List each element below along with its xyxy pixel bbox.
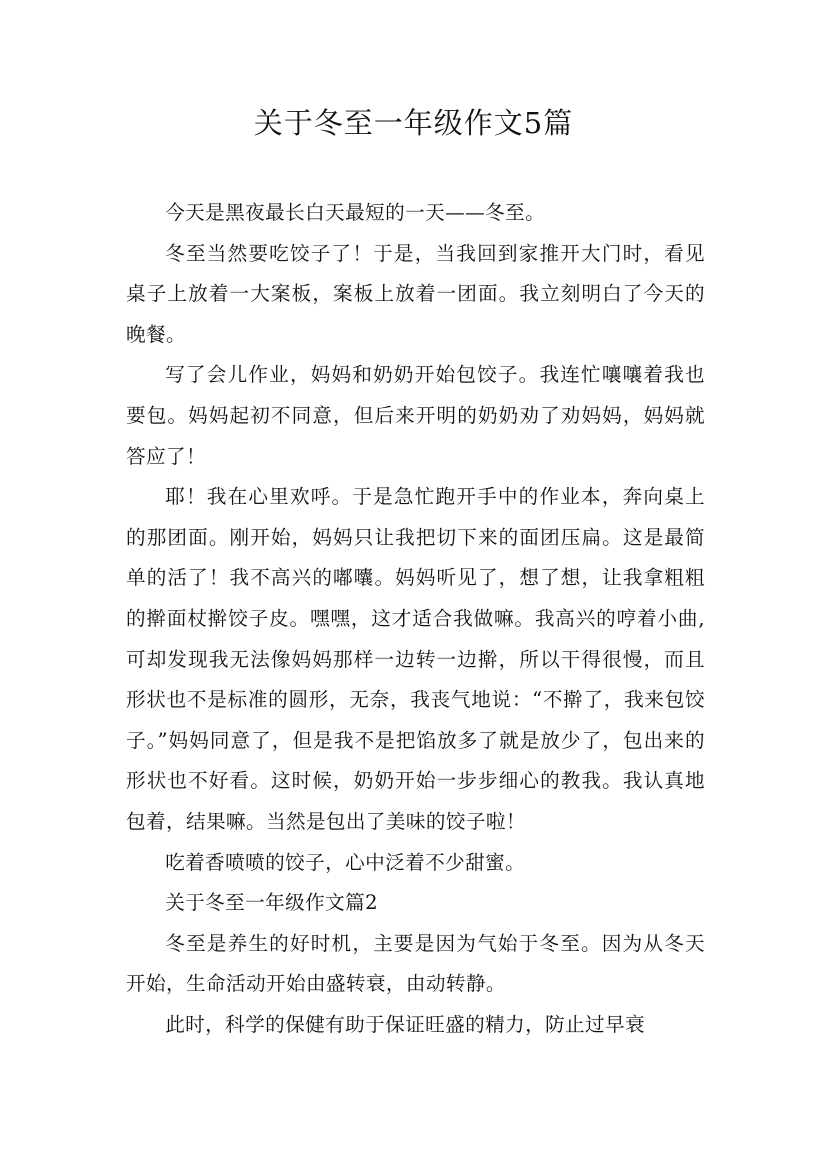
document-body <box>126 193 705 1045</box>
paragraph: 冬至是养生的好时机，主要是因为气始于冬至。因为从冬天开始，生命活动开始由盛转衰，由动转静。 <box>126 931 705 996</box>
paragraph: 吃着香喷喷的饺子，心中泛着不少甜蜜。 <box>165 850 526 874</box>
paragraph: 此时，科学的保健有助于保证旺盛的精力，防止过早衰 <box>165 1012 646 1036</box>
paragraph: 写了会儿作业，妈妈和奶奶开始包饺子。我连忙嚷嚷着我也要包。妈妈起初不同意，但后来开明的奶奶劝了劝妈妈，妈妈就答应了！ <box>126 363 705 468</box>
paragraph: 今天是黑夜最长白天最短的一天——冬至。 <box>165 201 546 224</box>
section-heading: 关于冬至一年级作文篇2 <box>165 891 378 915</box>
document-title: 关于冬至一年级作文5篇 <box>253 106 574 140</box>
paragraph: 耶！我在心里欢呼。于是急忙跑开手中的作业本，奔向桌上的那团面。刚开始，妈妈只让我把切下来的面团压扁。这是最简单的活了！我不高兴的嘟囔。妈妈听见了，想了想，让我拿粗粗的擀面杖擀饺子皮。嘿嘿，这才适合我做嘛。我高兴的哼着小曲,可却发现我无法像妈妈那样一边转一边擀，所以干得很慢，而且形状也不是标准的圆形，无奈，我丧气地说：“不擀了，我来包饺子。”妈妈同意了，但是我不是把馅放多了就是放少了，包出来的形状也不好看。这时候，奶奶开始一步步细心的教我。我认真地包着，结果嘛。当然是包出了美味的饺子啦！ <box>126 485 705 833</box>
paragraph: 冬至当然要吃饺子了！于是，当我回到家推开大门时，看见桌子上放着一大案板，案板上放着一团面。我立刻明白了今天的晚餐。 <box>126 241 705 346</box>
